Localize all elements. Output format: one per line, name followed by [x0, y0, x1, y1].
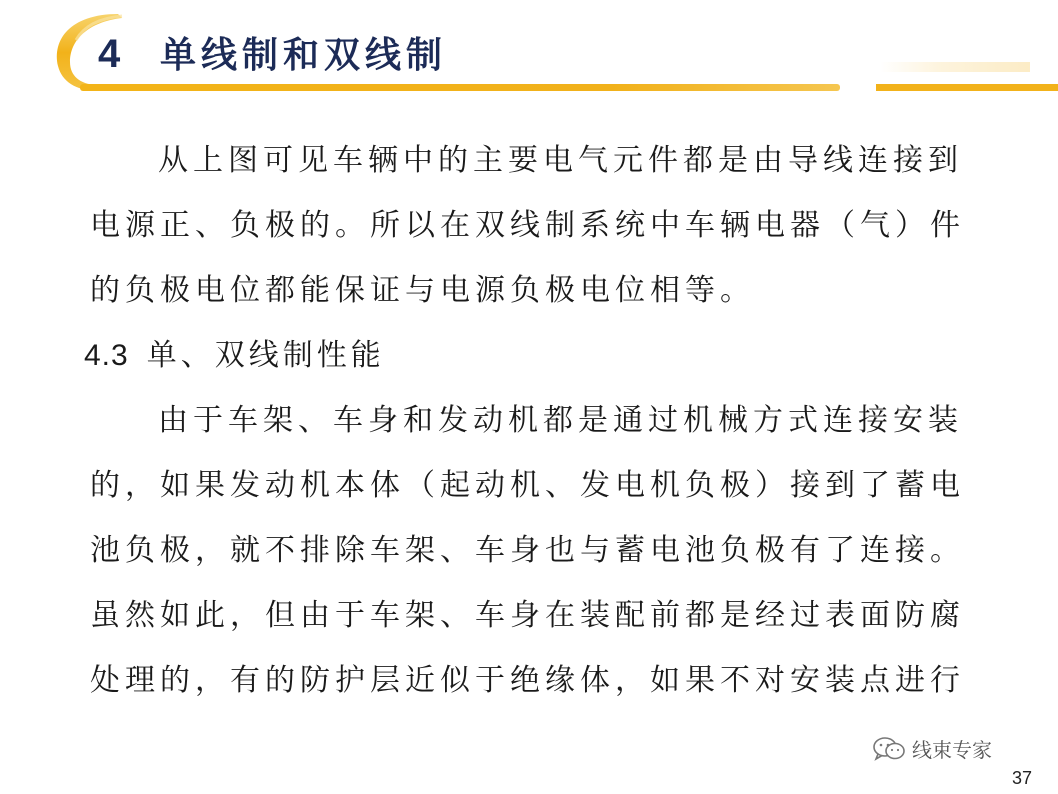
subsection-number: 4.3	[84, 339, 129, 372]
body-text-line: 池负极，就不排除车架、车身也与蓄电池负极有了连接。	[90, 533, 965, 568]
watermark	[872, 734, 992, 763]
header-underline-bar	[80, 84, 840, 91]
section-number: 4	[98, 32, 121, 76]
body-text-line: 从上图可见车辆中的主要电气元件都是由导线连接到	[158, 143, 963, 178]
slide-header	[0, 0, 1058, 100]
body-text-line: 的负极电位都能保证与电源负极电位相等。	[90, 273, 755, 308]
body-text-line: 由于车架、车身和发动机都是通过机械方式连接安装	[158, 403, 963, 438]
subsection-heading	[84, 323, 1000, 388]
body-text-line: 虽然如此，但由于车架、车身在装配前都是经过表面防腐	[90, 598, 965, 633]
subsection-title: 单、双线制性能	[146, 338, 385, 373]
body-text-line: 的，如果发动机本体（起动机、发电机负极）接到了蓄电	[90, 468, 965, 503]
page-number: 37	[1011, 768, 1032, 788]
watermark-text: 线束专家	[912, 738, 992, 762]
wechat-icon	[872, 736, 906, 762]
body-text-line: 电源正、负极的。所以在双线制系统中车辆电器（气）件	[90, 208, 965, 243]
header-underline-bar-right	[876, 84, 1058, 91]
header-faint-decoration	[880, 62, 1030, 72]
body-text-line: 处理的，有的防护层近似于绝缘体，如果不对安装点进行	[90, 663, 965, 698]
slide-title: 单线制和双线制	[160, 35, 448, 76]
slide-body	[84, 128, 1000, 713]
